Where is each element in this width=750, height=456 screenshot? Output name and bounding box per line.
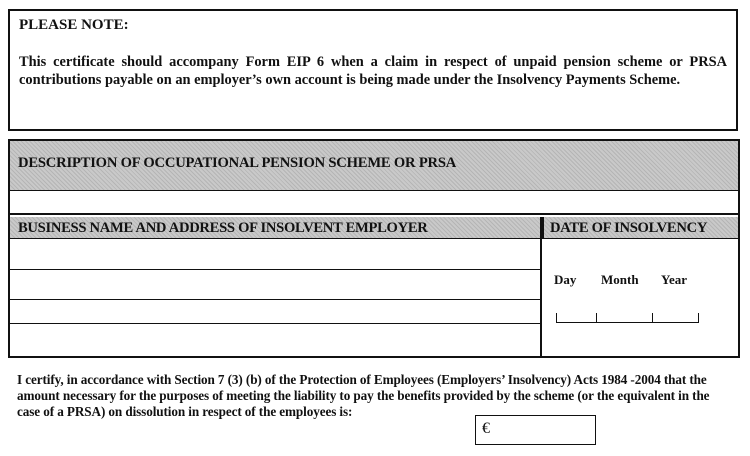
business-line-divider xyxy=(10,299,540,300)
day-label: Day xyxy=(554,272,577,287)
date-tick xyxy=(698,313,699,323)
description-entry-field[interactable] xyxy=(10,191,738,215)
please-note-box xyxy=(8,9,738,131)
date-tick xyxy=(556,313,557,323)
note-text: This certificate should accompany Form EIP 6 when a claim in respect of unpaid pension scheme or PRSA contributions payable on an employer’s own account is being made under the Insolvency Payments Scheme. xyxy=(19,54,727,88)
business-header xyxy=(10,217,540,239)
note-title: PLEASE NOTE: xyxy=(19,17,129,33)
business-line-3[interactable] xyxy=(14,302,536,321)
business-line-2[interactable] xyxy=(14,272,536,297)
description-label: DESCRIPTION OF OCCUPATIONAL PENSION SCHEME OR PRSA xyxy=(18,155,457,171)
month-field[interactable] xyxy=(598,301,652,321)
year-label: Year xyxy=(661,272,687,287)
amount-field[interactable] xyxy=(475,415,596,445)
claim-form-box xyxy=(8,139,740,358)
euro-sign: € xyxy=(482,420,490,437)
date-entry-line xyxy=(556,322,698,323)
description-header xyxy=(10,141,738,191)
month-label: Month xyxy=(601,272,639,287)
date-tick xyxy=(596,313,597,323)
business-line-1[interactable] xyxy=(14,243,536,267)
business-line-4[interactable] xyxy=(14,326,536,354)
date-tick xyxy=(652,313,653,323)
certification-text: I certify, in accordance with Section 7 (3) (b) of the Protection of Employees (Employers’ Insolvency) Acts 1984 -2004 that the amount necessary for the purposes of meeting the liability to pay the benefits provided by the scheme (or the equivalent in the case of a PRSA) on dissolution in respect of the employees is: xyxy=(17,372,710,419)
date-label: DATE OF INSOLVENCY xyxy=(550,220,708,236)
date-header xyxy=(542,217,738,239)
business-line-divider xyxy=(10,269,540,270)
business-line-divider xyxy=(10,323,540,324)
day-field[interactable] xyxy=(558,301,596,321)
column-divider xyxy=(540,217,542,356)
year-field[interactable] xyxy=(654,301,698,321)
business-label: BUSINESS NAME AND ADDRESS OF INSOLVENT EMPLOYER xyxy=(18,220,428,236)
